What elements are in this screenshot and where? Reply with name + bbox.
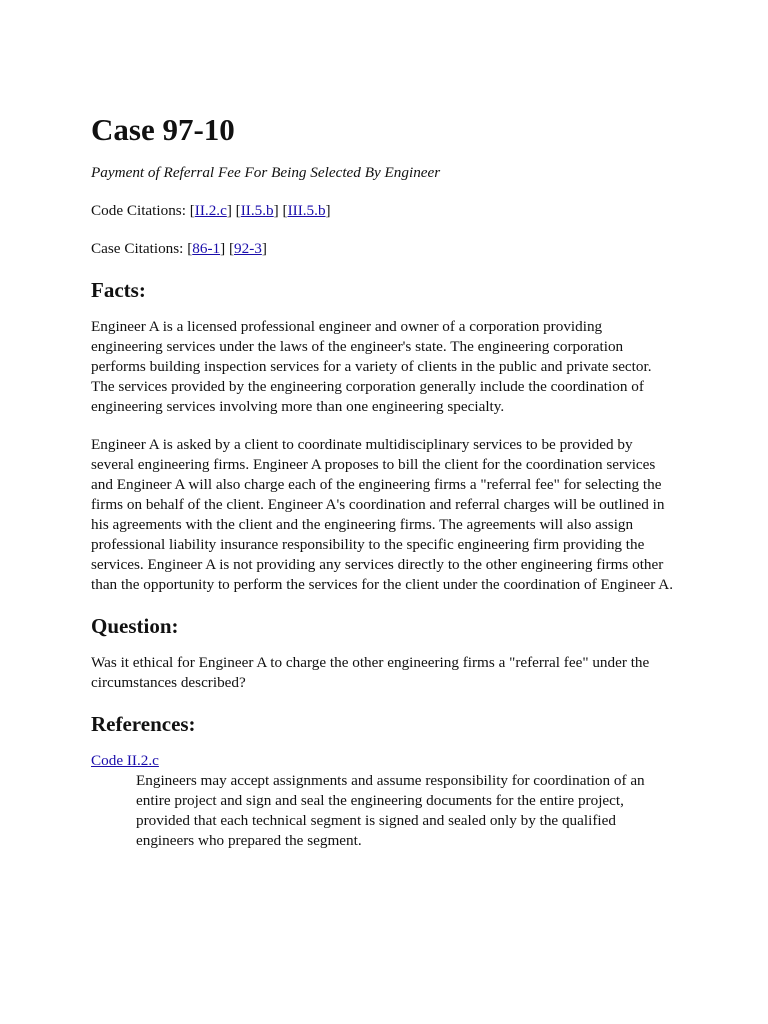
facts-heading: Facts: — [91, 278, 146, 302]
references-heading: References: — [91, 712, 196, 736]
page-title: Case 97-10 — [91, 112, 235, 147]
facts-paragraph-1: Engineer A is a licensed professional engineer and owner of a corporation providing engineering services under the laws of the engineer's state. The engineering corporation performs building inspection services for a variety of clients in the public and private sector. The services provided by the engineering corporation generally include the coordination of engineering services involving more than one engineering specialty. — [91, 318, 652, 415]
code-citation-link-ii-2-c[interactable]: II.2.c — [194, 202, 227, 219]
reference-term — [91, 751, 677, 771]
reference-link-code-ii-2-c[interactable]: Code II.2.c — [91, 752, 159, 769]
code-citation-link-ii-5-b[interactable]: II.5.b — [240, 202, 274, 219]
case-citation-link-86-1[interactable]: 86-1 — [192, 240, 221, 257]
case-document — [91, 112, 677, 851]
code-citations-label: Code Citations: — [91, 202, 190, 219]
case-subtitle: Payment of Referral Fee For Being Selected By Engineer — [91, 164, 441, 181]
case-citations: Case Citations: [86-1] [92-3] — [91, 240, 267, 257]
reference-description: Engineers may accept assignments and assume responsibility for coordination of an entire project and sign and seal the engineering documents for the entire project, provided that each technical segment is signed and sealed only by the qualified engineers who prepared the segment. — [136, 772, 645, 849]
case-citations-label: Case Citations: — [91, 240, 188, 257]
code-citations: Code Citations: [II.2.c] [II.5.b] [III.5.b] — [91, 202, 331, 219]
case-citation-link-92-3[interactable]: 92-3 — [234, 240, 262, 257]
facts-paragraph-2: Engineer A is asked by a client to coordinate multidisciplinary services to be provided by several engineering firms. Engineer A proposes to bill the client for the coordination services and Engineer A will also charge each of the engineering firms a "referral fee" for selecting the firms on behalf of the client. Engineer A's coordination and referral charges will be outlined in his agreements with the client and the engineering firms. The agreements will also assign professional liability insurance responsibility to the specific engineering firm providing the services. Engineer A is not providing any services directly to the other engineering firms other than the opportunity to perform the services for the client under the coordination of Engineer A. — [91, 436, 674, 593]
code-citation-link-iii-5-b[interactable]: III.5.b — [287, 202, 326, 219]
references-list — [91, 751, 677, 851]
question-heading: Question: — [91, 614, 179, 638]
question-text: Was it ethical for Engineer A to charge the other engineering firms a "referral fee" under the circumstances described? — [91, 654, 650, 691]
